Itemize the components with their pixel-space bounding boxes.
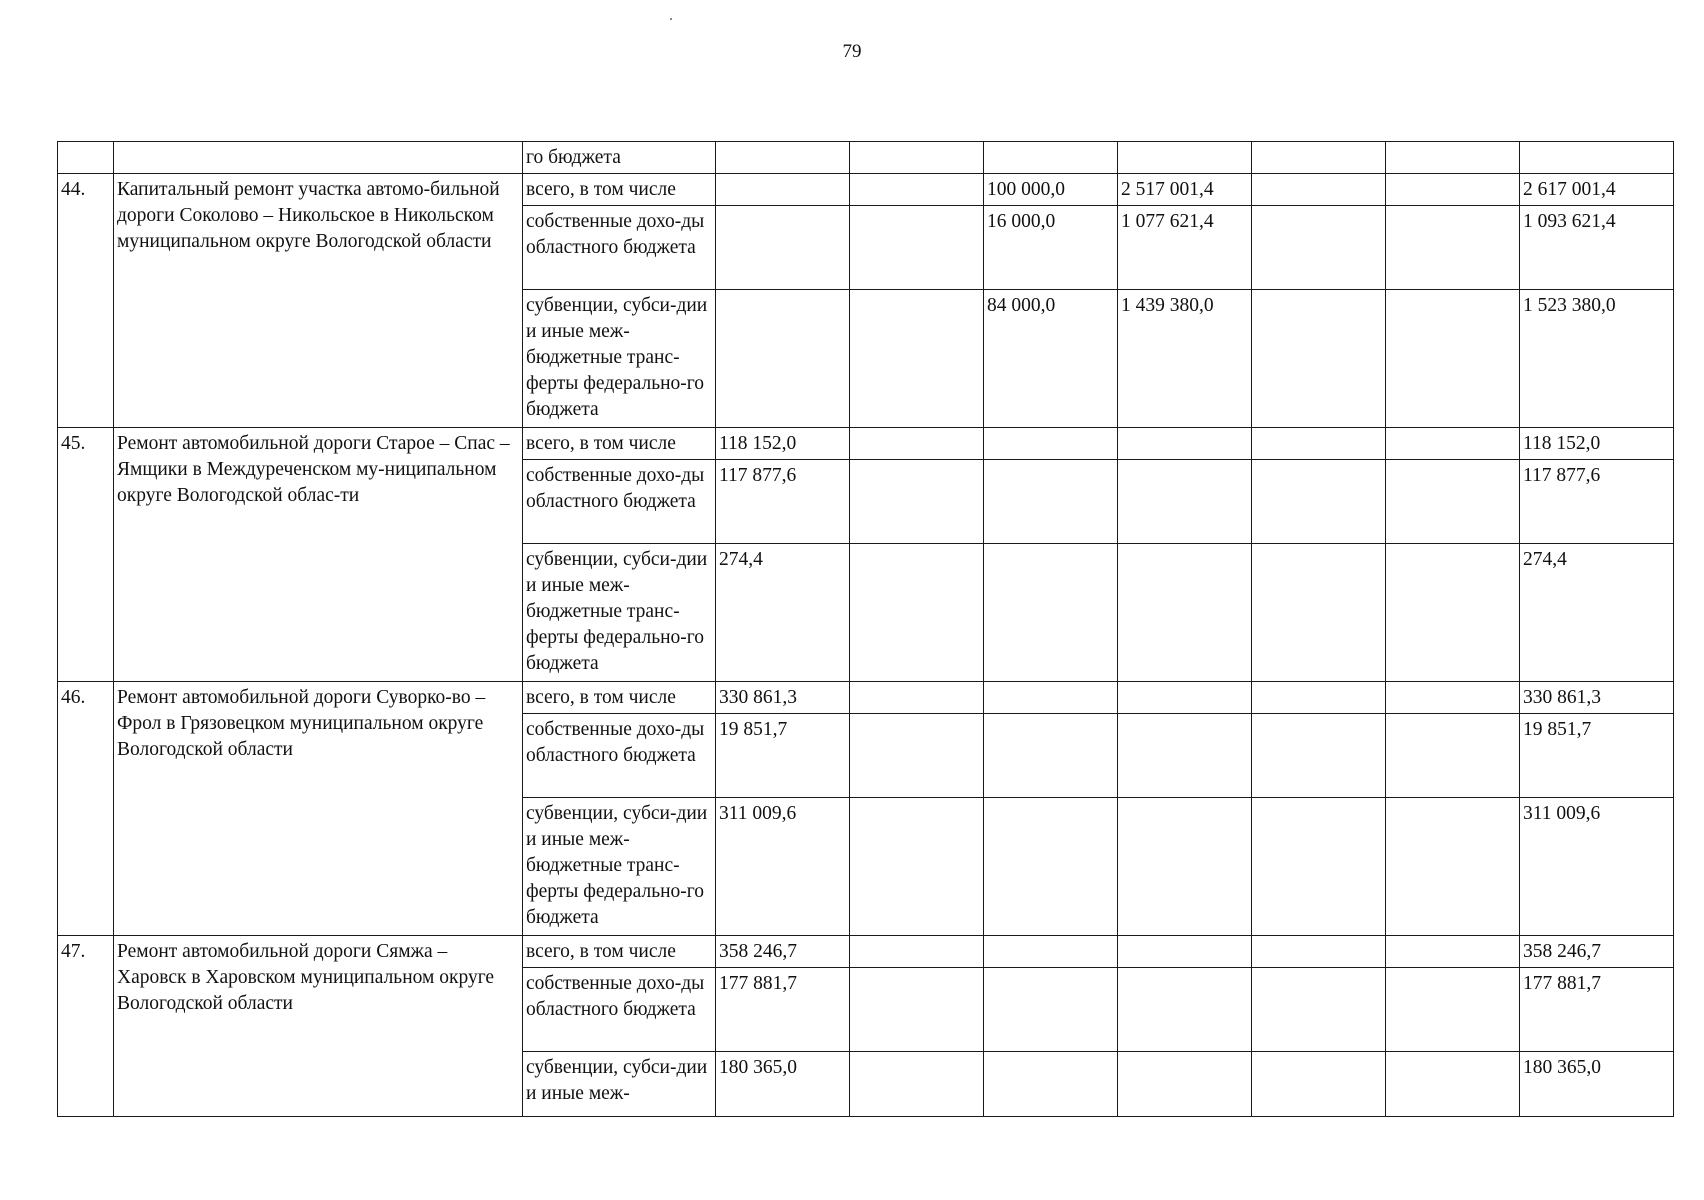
funding-source: собственные дохо-ды областного бюджета (523, 460, 716, 544)
table-body (58, 142, 1674, 1117)
funding-source: всего, в том числе (523, 428, 716, 460)
cell-value: 330 861,3 (716, 682, 850, 714)
cell-value (1386, 714, 1520, 798)
funding-source: субвенции, субси-дии и иные меж-бюджетные транс-ферты федерально-го бюджета (523, 544, 716, 682)
cell-value (1252, 428, 1386, 460)
item-number: 44. (58, 174, 114, 428)
table-row (58, 174, 1674, 206)
cell-value (850, 142, 984, 174)
cell-value (1252, 460, 1386, 544)
cell-value (716, 174, 850, 206)
cell-value (716, 290, 850, 428)
cell-value (1252, 936, 1386, 968)
cell-total: 1 093 621,4 (1520, 206, 1674, 290)
cell-value (1118, 544, 1252, 682)
cell-value (1118, 142, 1252, 174)
cell-value (1252, 1052, 1386, 1117)
funding-source: собственные дохо-ды областного бюджета (523, 968, 716, 1052)
cell-value (1118, 798, 1252, 936)
cell-total: 1 523 380,0 (1520, 290, 1674, 428)
cell-value (1118, 936, 1252, 968)
cell-name (114, 142, 523, 174)
funding-source: субвенции, субси-дии и иные меж-бюджетные транс-ферты федерально-го бюджета (523, 290, 716, 428)
cell-value (1118, 1052, 1252, 1117)
cell-value (1386, 682, 1520, 714)
cell-value (984, 544, 1118, 682)
item-name: Ремонт автомобильной дороги Суворко-во – Фрол в Грязовецком муниципальном округе Вологодской области (114, 682, 523, 936)
table-row (58, 936, 1674, 968)
cell-source: го бюджета (523, 142, 716, 174)
cell-total: 358 246,7 (1520, 936, 1674, 968)
cell-value (850, 1052, 984, 1117)
cell-value (1252, 290, 1386, 428)
cell-value (984, 936, 1118, 968)
cell-no (58, 142, 114, 174)
cell-value (1252, 968, 1386, 1052)
cell-total: 311 009,6 (1520, 798, 1674, 936)
item-name: Ремонт автомобильной дороги Старое – Спас – Ямщики в Междуреченском му-ниципальном округе Вологодской облас-ти (114, 428, 523, 682)
item-name: Капитальный ремонт участка автомо-бильной дороги Соколово – Никольское в Никольском муниципальном округе Вологодской области (114, 174, 523, 428)
cell-value: 1 077 621,4 (1118, 206, 1252, 290)
table-row (58, 682, 1674, 714)
cell-total (1520, 142, 1674, 174)
cell-value (1252, 142, 1386, 174)
cell-value (1118, 682, 1252, 714)
cell-value (1386, 142, 1520, 174)
cell-total: 118 152,0 (1520, 428, 1674, 460)
cell-value (1386, 968, 1520, 1052)
cell-value (1118, 460, 1252, 544)
cell-value (1386, 936, 1520, 968)
cell-value (716, 142, 850, 174)
cell-value (984, 142, 1118, 174)
funding-source: всего, в том числе (523, 174, 716, 206)
cell-value (1386, 174, 1520, 206)
cell-value (716, 206, 850, 290)
cell-value (850, 206, 984, 290)
item-number: 45. (58, 428, 114, 682)
cell-value (850, 428, 984, 460)
cell-value (1252, 174, 1386, 206)
budget-table (57, 141, 1674, 1117)
page-number: 79 (842, 41, 862, 62)
cell-value: 118 152,0 (716, 428, 850, 460)
cell-value (1386, 290, 1520, 428)
cell-total: 19 851,7 (1520, 714, 1674, 798)
cell-value: 100 000,0 (984, 174, 1118, 206)
continuation-row (58, 142, 1674, 174)
item-number: 46. (58, 682, 114, 936)
cell-value (850, 714, 984, 798)
item-name: Ремонт автомобильной дороги Сямжа – Харовск в Харовском муниципальном округе Вологодской области (114, 936, 523, 1117)
cell-value (850, 174, 984, 206)
funding-source: собственные дохо-ды областного бюджета (523, 206, 716, 290)
funding-source: собственные дохо-ды областного бюджета (523, 714, 716, 798)
cell-value (1252, 714, 1386, 798)
cell-value (1252, 798, 1386, 936)
cell-value: 274,4 (716, 544, 850, 682)
cell-value: 311 009,6 (716, 798, 850, 936)
scan-speck (670, 18, 672, 20)
cell-value (984, 1052, 1118, 1117)
cell-value (1386, 460, 1520, 544)
cell-value: 180 365,0 (716, 1052, 850, 1117)
funding-source: субвенции, субси-дии и иные меж-бюджетные транс-ферты федерально-го бюджета (523, 798, 716, 936)
cell-total: 180 365,0 (1520, 1052, 1674, 1117)
cell-value: 177 881,7 (716, 968, 850, 1052)
cell-value (1118, 968, 1252, 1052)
table-row (58, 428, 1674, 460)
cell-value (850, 968, 984, 1052)
cell-value (984, 714, 1118, 798)
cell-value (984, 460, 1118, 544)
cell-value (1386, 428, 1520, 460)
cell-value (984, 798, 1118, 936)
funding-source: субвенции, субси-дии и иные меж- (523, 1052, 716, 1117)
cell-value (984, 428, 1118, 460)
cell-value: 358 246,7 (716, 936, 850, 968)
cell-value (1252, 544, 1386, 682)
cell-value (1118, 428, 1252, 460)
cell-total: 2 617 001,4 (1520, 174, 1674, 206)
cell-value (850, 290, 984, 428)
cell-value (1118, 714, 1252, 798)
cell-value (1386, 544, 1520, 682)
cell-value (850, 798, 984, 936)
funding-source: всего, в том числе (523, 936, 716, 968)
cell-value (850, 936, 984, 968)
funding-source: всего, в том числе (523, 682, 716, 714)
cell-value (850, 460, 984, 544)
cell-value (984, 682, 1118, 714)
cell-total: 330 861,3 (1520, 682, 1674, 714)
cell-value (1386, 206, 1520, 290)
cell-total: 177 881,7 (1520, 968, 1674, 1052)
cell-value (850, 682, 984, 714)
cell-value (1252, 206, 1386, 290)
cell-value: 84 000,0 (984, 290, 1118, 428)
cell-value (1386, 1052, 1520, 1117)
cell-value: 117 877,6 (716, 460, 850, 544)
cell-value: 1 439 380,0 (1118, 290, 1252, 428)
cell-total: 274,4 (1520, 544, 1674, 682)
cell-value: 2 517 001,4 (1118, 174, 1252, 206)
cell-value (984, 968, 1118, 1052)
item-number: 47. (58, 936, 114, 1117)
cell-value: 16 000,0 (984, 206, 1118, 290)
cell-value: 19 851,7 (716, 714, 850, 798)
cell-value (1252, 682, 1386, 714)
cell-value (850, 544, 984, 682)
cell-total: 117 877,6 (1520, 460, 1674, 544)
cell-value (1386, 798, 1520, 936)
